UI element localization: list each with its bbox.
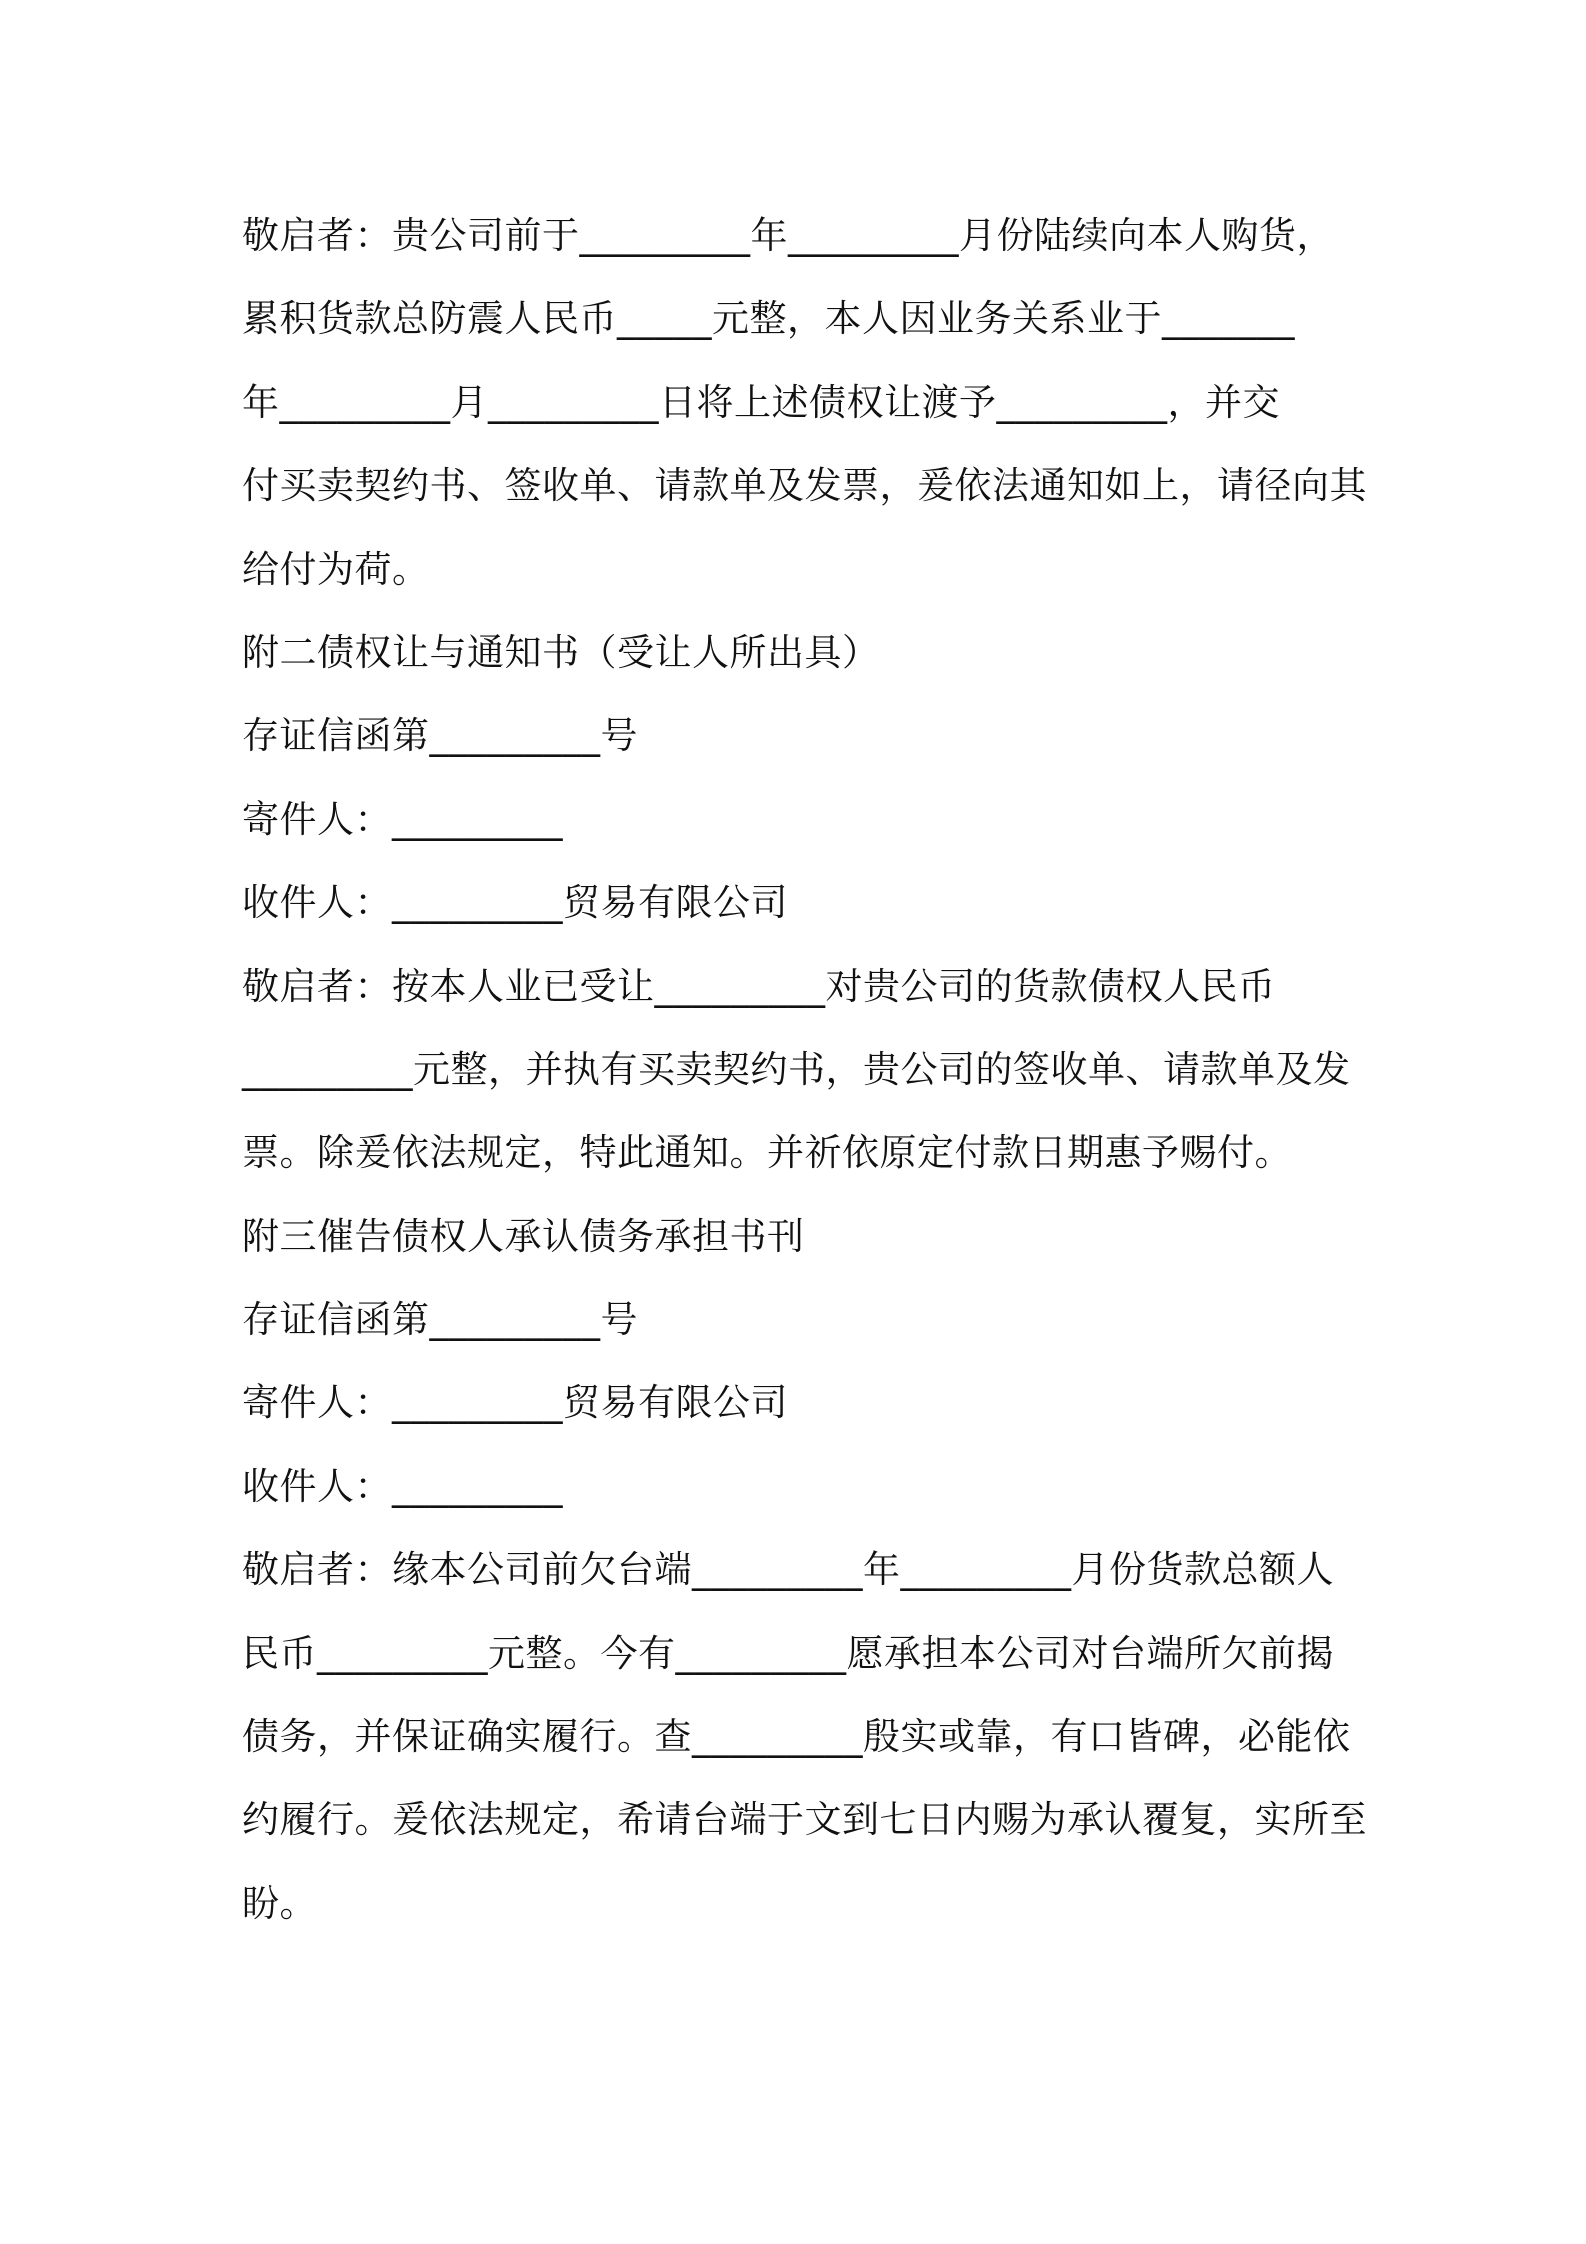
text-line: 寄件人：_________贸易有限公司 xyxy=(242,1381,788,1425)
text-line: 存证信函第_________号 xyxy=(242,714,638,758)
text-line: 年_________月_________日将上述债权让渡予_________，并交 xyxy=(242,380,1280,424)
text-line: 敬启者：缘本公司前欠台端_________年_________月份货款总额人 xyxy=(242,1548,1334,1592)
text-line: 给付为荷。 xyxy=(242,547,430,591)
section-heading: 附三催告债权人承认债务承担书刊 xyxy=(242,1214,805,1258)
text-line: _________元整，并执有买卖契约书，贵公司的签收单、请款单及发 xyxy=(242,1047,1351,1091)
text-line: 付买卖契约书、签收单、请款单及发票，爰依法通知如上，请径向其 xyxy=(242,464,1367,508)
text-line: 敬启者：贵公司前于_________年_________月份陆续向本人购货， xyxy=(242,214,1334,257)
text-line: 约履行。爰依法规定，希请台端于文到七日内赐为承认覆复，实所至 xyxy=(242,1798,1367,1842)
text-line: 债务，并保证确实履行。查_________殷实或靠，有口皆碑，必能依 xyxy=(242,1715,1351,1759)
text-line: 收件人：_________ xyxy=(242,1464,563,1508)
text-line: 存证信函第_________号 xyxy=(242,1298,638,1342)
text-line: 寄件人：_________ xyxy=(242,797,563,841)
document-body xyxy=(242,194,1367,1945)
text-line: 收件人：_________贸易有限公司 xyxy=(242,881,788,925)
text-line: 票。除爰依法规定，特此通知。并祈依原定付款日期惠予赐付。 xyxy=(242,1131,1292,1175)
text-line: 盼。 xyxy=(242,1881,317,1925)
text-line: 累积货款总防震人民币_____元整，本人因业务关系业于_______ xyxy=(242,297,1295,341)
text-line: 敬启者：按本人业已受让_________对贵公司的货款债权人民币 xyxy=(242,964,1276,1008)
text-line: 民币_________元整。今有_________愿承担本公司对台端所欠前揭 xyxy=(242,1631,1334,1675)
section-heading: 附二债权让与通知书（受让人所出具） xyxy=(242,630,880,674)
